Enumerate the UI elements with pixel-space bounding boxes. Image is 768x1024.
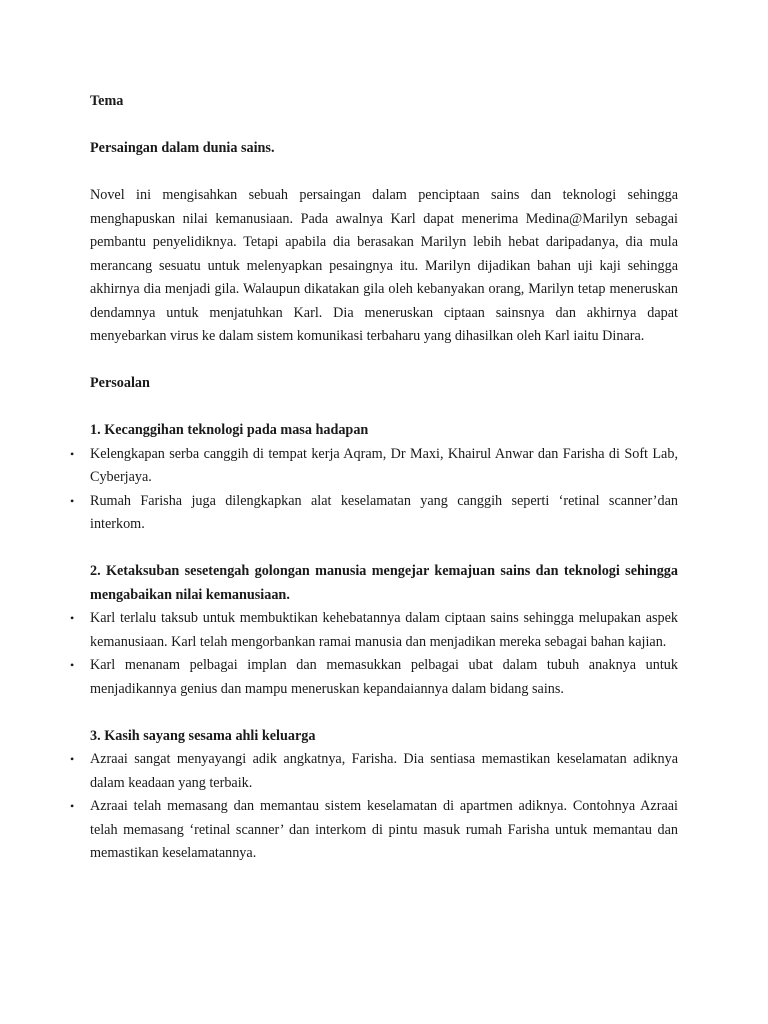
bullet-point: [70, 654, 678, 701]
tema-heading: Tema: [90, 93, 124, 109]
bullet-text: Azraai telah memasang dan memantau sistem keselamatan di apartmen adiknya. Contohnya Azraai telah memasang ‘retinal scanner’ dan interkom di pintu masuk rumah Farisha untuk memantau dan memastikan keselamatannya.: [90, 798, 678, 861]
bullet-point: [70, 490, 678, 537]
bullet-text: Karl terlalu taksub untuk membuktikan kehebatannya dalam ciptaan sains sehingga melupakan aspek kemanusiaan. Karl telah mengorbankan ramai manusia dan menjadikan mereka sebagai bahan kajian.: [90, 610, 678, 650]
persoalan-item-1: [70, 419, 678, 537]
bullet-icon: •: [70, 799, 75, 813]
bullet-text: Karl menanam pelbagai implan dan memasukkan pelbagai ubat dalam tubuh anaknya untuk menjadikannya genius dan mampu meneruskan kepandaiannya dalam bidang sains.: [90, 657, 678, 697]
bullet-icon: •: [70, 493, 75, 508]
persoalan-item-2: [70, 560, 678, 701]
bullet-text: Kelengkapan serba canggih di tempat kerja Aqram, Dr Maxi, Khairul Anwar dan Farisha di Soft Lab, Cyberjaya.: [90, 445, 678, 485]
bullet-point: [70, 795, 678, 866]
persoalan-item-2-title: 2. Ketaksuban sesetengah golongan manusia mengejar kemajuan sains dan teknologi sehingga mengabaikan nilai kemanusiaan.: [90, 563, 678, 603]
bullet-point: [70, 607, 678, 654]
bullet-point: [70, 443, 678, 490]
persoalan-item-3: [70, 725, 678, 866]
tema-subheading: Persaingan dalam dunia sains.: [90, 140, 275, 156]
bullet-icon: •: [70, 611, 75, 625]
document-content: [70, 90, 678, 866]
bullet-icon: •: [70, 446, 75, 461]
persoalan-item-2-points: [70, 607, 678, 701]
persoalan-item-1-points: [70, 443, 678, 537]
bullet-text: Azraai sangat menyayangi adik angkatnya, Farisha. Dia sentiasa memastikan keselamatan adiknya dalam keadaan yang terbaik.: [90, 751, 678, 791]
tema-paragraph: Novel ini mengisahkan sebuah persaingan dalam penciptaan sains dan teknologi sehingga menghapuskan nilai kemanusiaan. Pada awalnya Karl dapat menerima Medina@Marilyn sebagai pembantu penyelidiknya. Tetapi apabila dia berasakan Marilyn lebih hebat daripadanya, dia mula merancang sesuatu untuk melenyapkan pesaingnya itu. Marilyn dijadikan bahan uji kaji sehingga akhirnya dia menjadi gila. Walaupun dikatakan gila oleh kebanyakan orang, Marilyn tetap meneruskan dendamnya untuk menjatuhkan Karl. Dia meneruskan ciptaan sainsnya dan akhirnya dapat menyebarkan virus ke dalam sistem komunikasi terbaharu yang dihasilkan oleh Karl iaitu Dinara.: [90, 187, 678, 344]
bullet-text: Rumah Farisha juga dilengkapkan alat keselamatan yang canggih seperti ‘retinal scanner’dan interkom.: [90, 492, 678, 532]
persoalan-heading: Persoalan: [90, 375, 150, 391]
persoalan-item-1-title: 1. Kecanggihan teknologi pada masa hadapan: [90, 422, 369, 438]
bullet-icon: •: [70, 658, 75, 672]
persoalan-item-3-points: [70, 748, 678, 866]
persoalan-item-3-title: 3. Kasih sayang sesama ahli keluarga: [90, 727, 316, 744]
bullet-icon: •: [70, 752, 75, 766]
bullet-point: [70, 748, 678, 795]
